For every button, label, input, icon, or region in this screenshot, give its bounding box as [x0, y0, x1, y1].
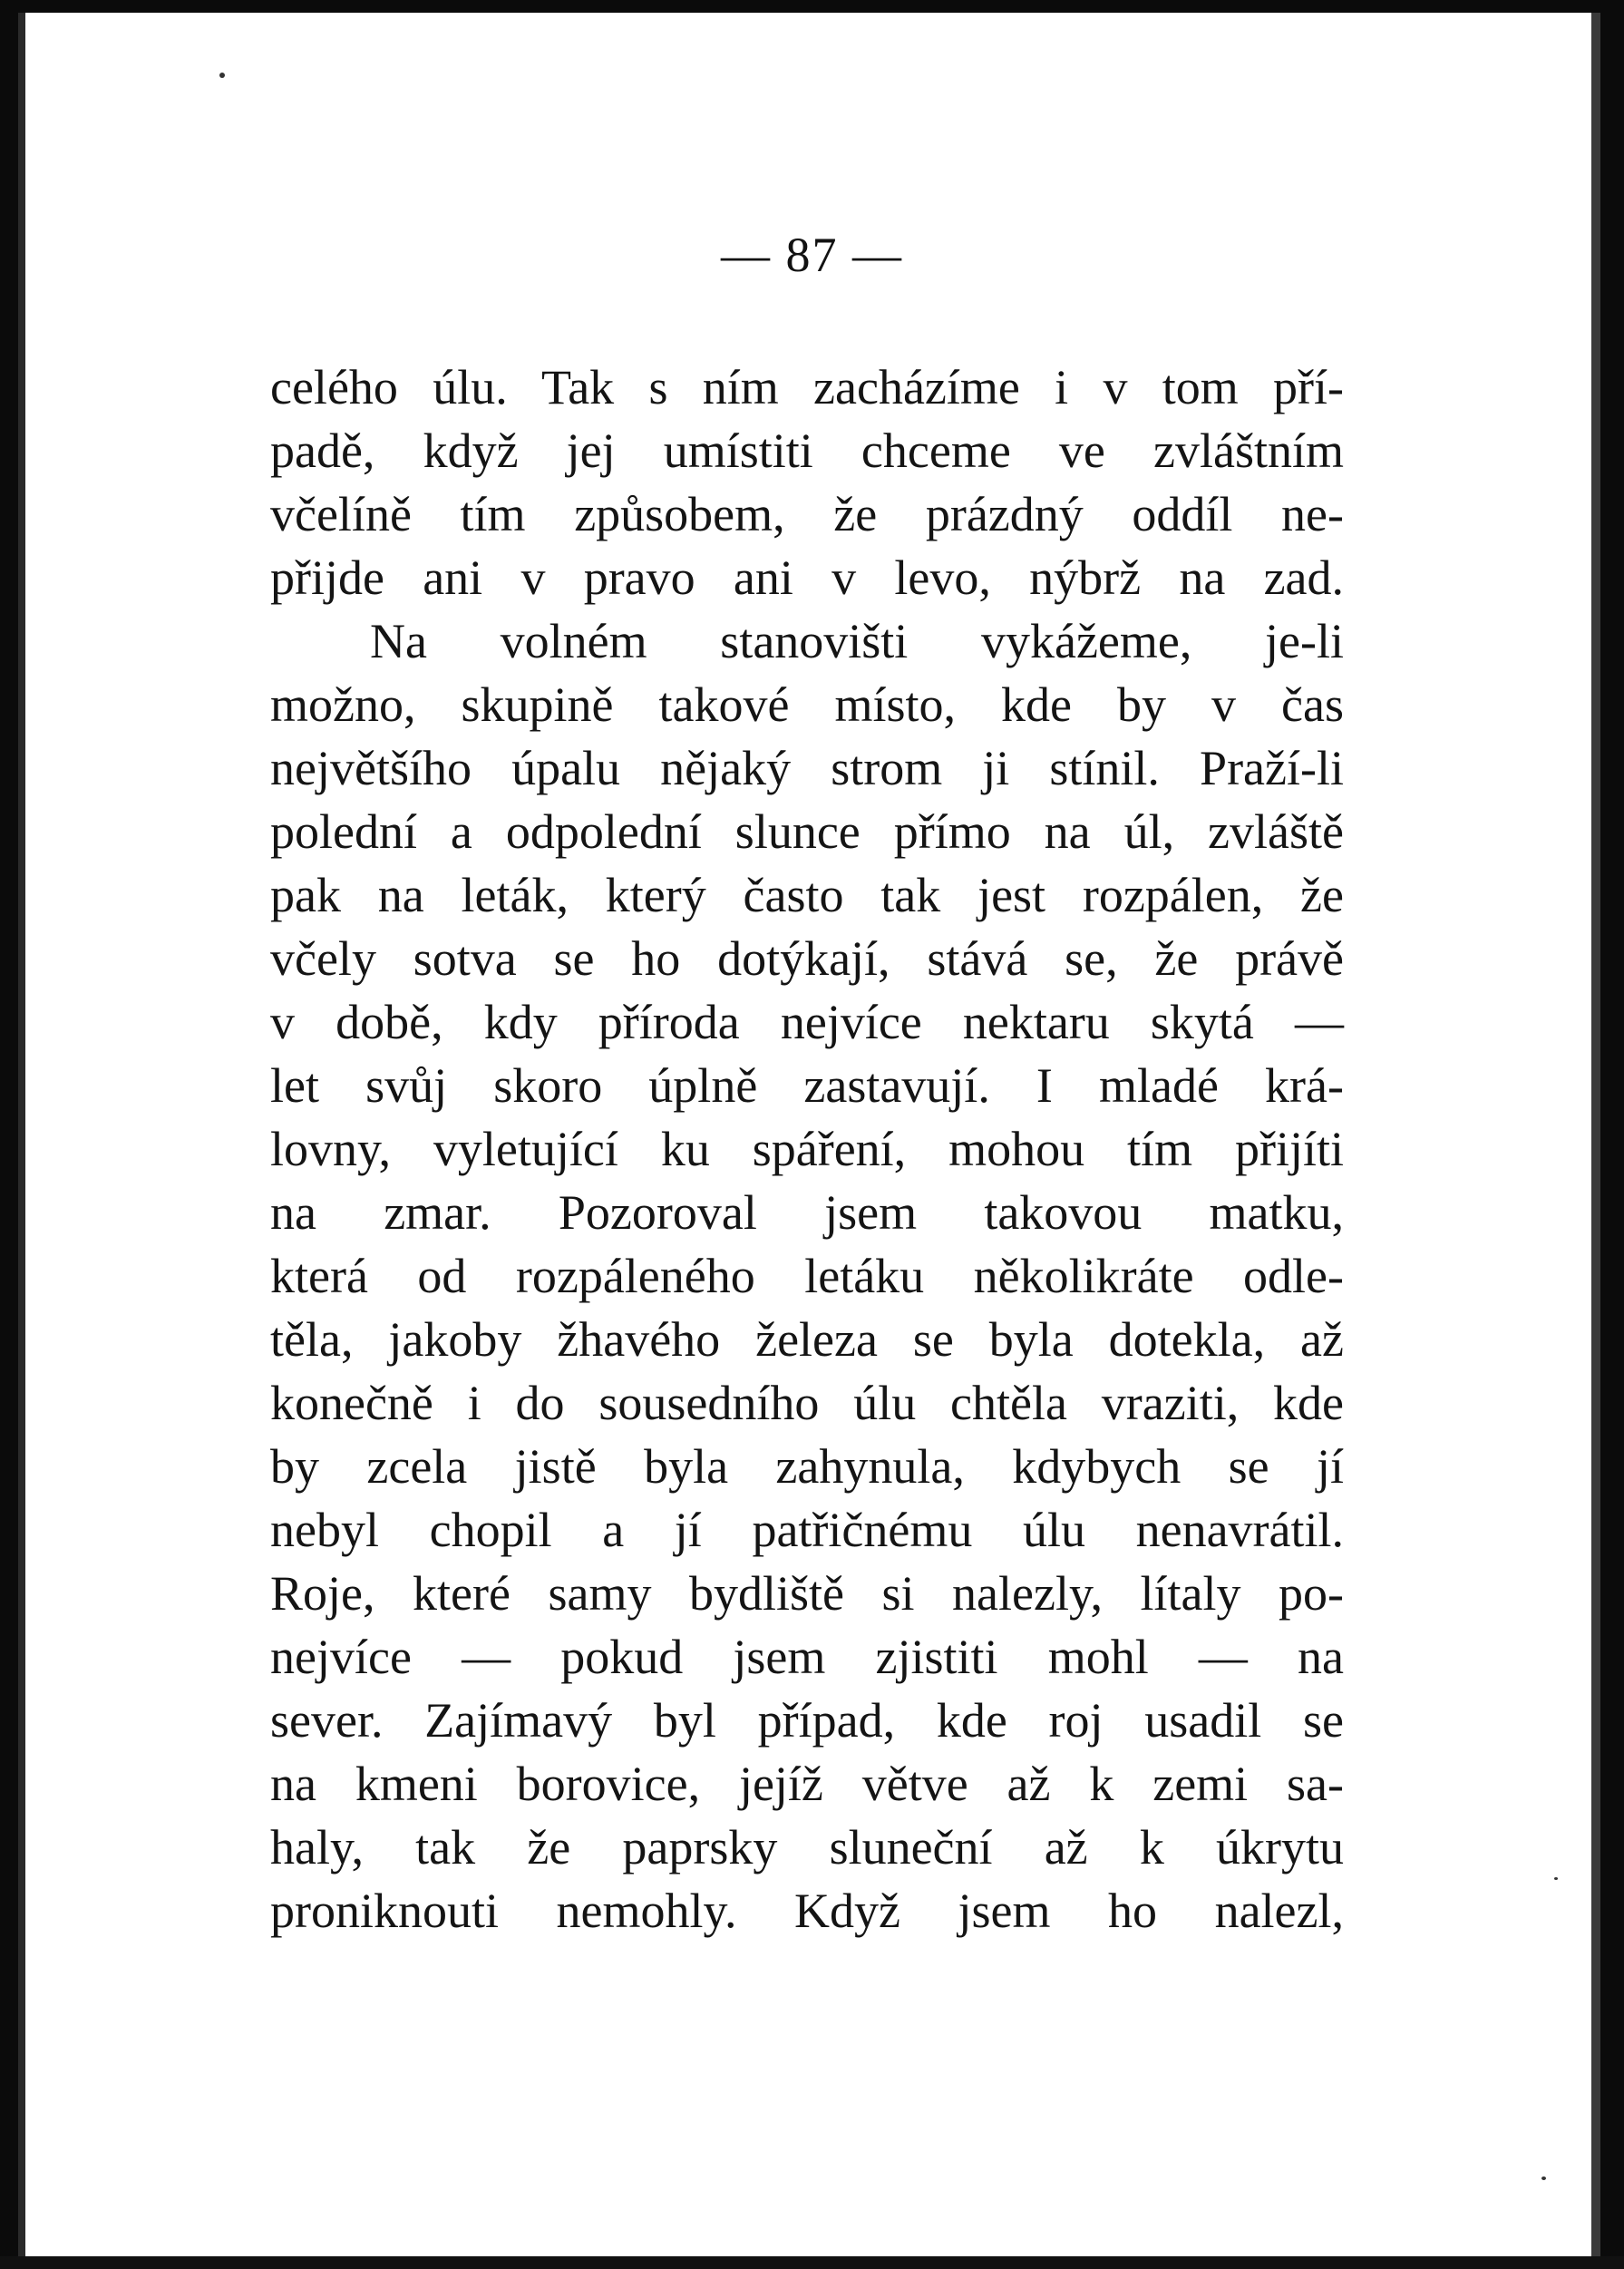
- scan-speck: [1554, 1877, 1558, 1880]
- text-line: sever. Zajímavý byl případ, kde roj usadil se: [270, 1693, 1344, 1748]
- text-line: haly, tak že paprsky sluneční až k úkrytu: [270, 1820, 1344, 1875]
- scan-border-right-shadow: [1591, 13, 1600, 2269]
- text-line: na kmeni borovice, jejíž větve až k zemi sa-: [270, 1757, 1344, 1811]
- text-line: těla, jakoby žhavého železa se byla dotekla, až: [270, 1312, 1344, 1367]
- text-line: by zcela jistě byla zahynula, kdybych se jí: [270, 1439, 1344, 1494]
- text-line: polední a odpolední slunce přímo na úl, zvláště: [270, 804, 1344, 859]
- scan-border-bottom: [0, 2256, 1624, 2269]
- text-line: Na volném stanovišti vykážeme, je-li: [370, 614, 1344, 668]
- text-line: pak na leták, který často tak jest rozpálen, že: [270, 868, 1344, 922]
- text-line: nejvíce — pokud jsem zjistiti mohl — na: [270, 1630, 1344, 1684]
- text-line: Roje, které samy bydliště si nalezly, lítaly po-: [270, 1566, 1344, 1621]
- text-line: nebyl chopil a jí patřičnému úlu nenavrátil.: [270, 1503, 1344, 1557]
- text-line: přijde ani v pravo ani v levo, nýbrž na zad.: [270, 550, 1344, 605]
- text-line: v době, kdy příroda nejvíce nektaru skytá —: [270, 995, 1344, 1049]
- body-text: [270, 355, 1344, 1943]
- text-line: která od rozpáleného letáku několikráte odle-: [270, 1249, 1344, 1303]
- text-line: na zmar. Pozoroval jsem takovou matku,: [270, 1185, 1344, 1240]
- scan-border-left: [0, 0, 18, 2269]
- scan-border-right: [1600, 0, 1624, 2269]
- text-line: včelíně tím způsobem, že prázdný oddíl ne-: [270, 487, 1344, 541]
- text-line: let svůj skoro úplně zastavují. I mladé krá-: [270, 1058, 1344, 1113]
- text-line: celého úlu. Tak s ním zacházíme i v tom pří-: [270, 360, 1344, 414]
- scan-border-left-shadow: [18, 13, 25, 2269]
- text-line: padě, když jej umístiti chceme ve zvláštním: [270, 424, 1344, 478]
- text-line: lovny, vyletující ku spáření, mohou tím přijíti: [270, 1122, 1344, 1176]
- text-line: včely sotva se ho dotýkají, stává se, že právě: [270, 931, 1344, 986]
- page-number: — 87 —: [721, 228, 903, 282]
- text-line: konečně i do sousedního úlu chtěla vraziti, kde: [270, 1376, 1344, 1430]
- scan-speck: [219, 73, 225, 78]
- text-line: možno, skupině takové místo, kde by v čas: [270, 677, 1344, 732]
- text-line: proniknouti nemohly. Když jsem ho nalezl,: [270, 1884, 1344, 1938]
- scan-border-top: [0, 0, 1624, 13]
- text-line: největšího úpalu nějaký strom ji stínil. Praží-li: [270, 741, 1344, 795]
- scan-speck: [1541, 2176, 1546, 2180]
